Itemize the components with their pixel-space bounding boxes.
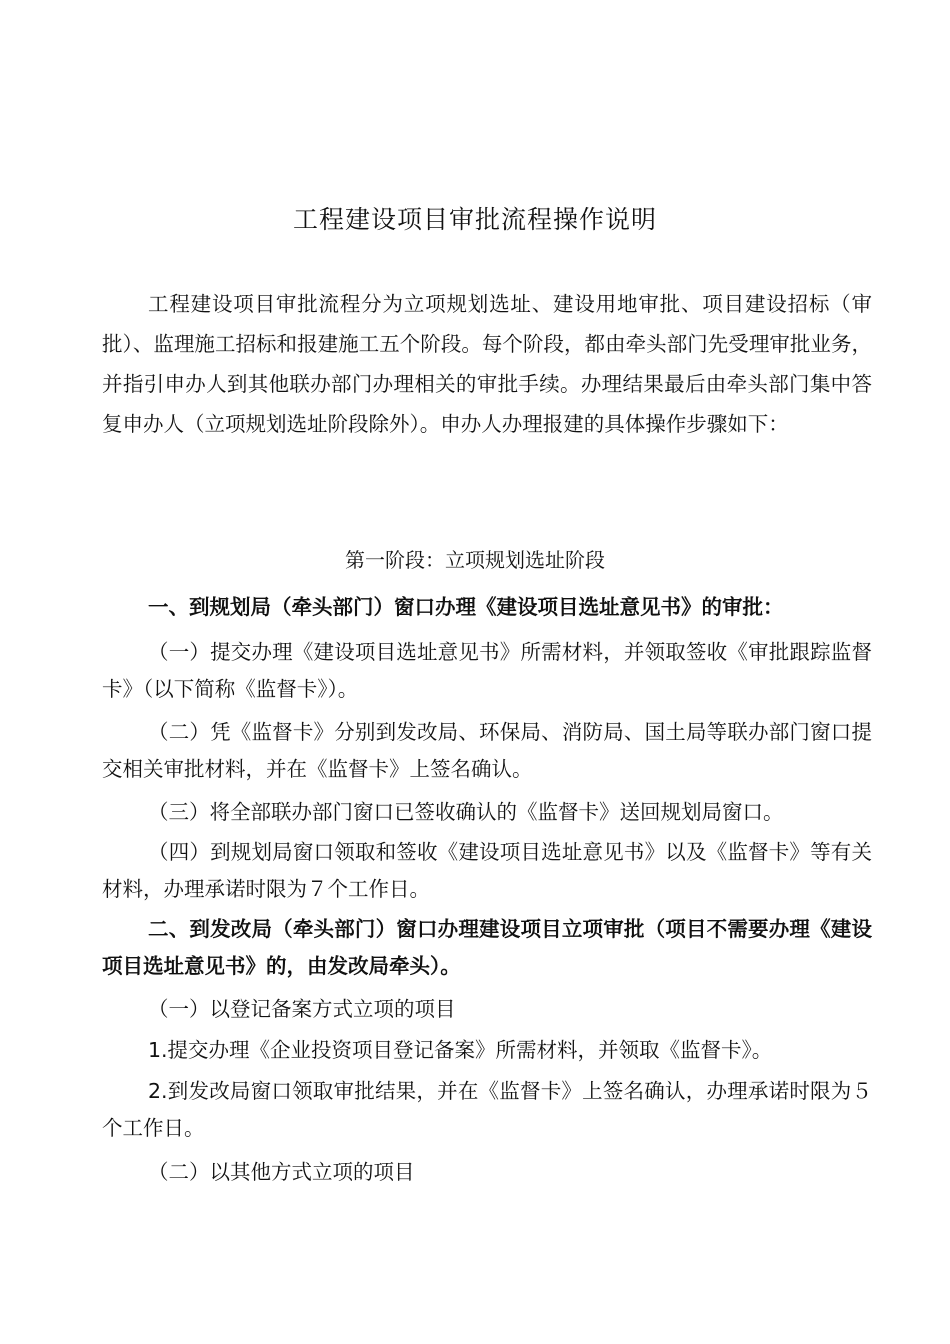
- section1-item-1: （一）提交办理《建设项目选址意见书》所需材料，并领取签收《审批跟踪监督卡》（以下简称《监督卡》）。: [102, 640, 872, 701]
- section2-subheading-1: （一）以登记备案方式立项的项目: [148, 997, 456, 1021]
- section2-step-2: 2.到发改局窗口领取审批结果，并在《监督卡》上签名确认，办理承诺时限为５个工作日。: [102, 1079, 872, 1140]
- section1-heading: 一、到规划局（牵头部门）窗口办理《建设项目选址意见书》的审批：: [148, 595, 784, 619]
- stage-heading: 第一阶段：立项规划选址阶段: [345, 548, 605, 572]
- section1-item-4: （四）到规划局窗口领取和签收《建设项目选址意见书》以及《监督卡》等有关材料，办理承诺时限为７个工作日。: [102, 840, 872, 901]
- section2-subheading-2: （二）以其他方式立项的项目: [148, 1160, 415, 1184]
- section1-item-2: （二）凭《监督卡》分别到发改局、环保局、消防局、国土局等联办部门窗口提交相关审批材料，并在《监督卡》上签名确认。: [102, 720, 872, 781]
- intro-paragraph: 工程建设项目审批流程分为立项规划选址、建设用地审批、项目建设招标（审批）、监理施工招标和报建施工五个阶段。每个阶段，都由牵头部门先受理审批业务，并指引申办人到其他联办部门办理相关的审批手续。办理结果最后由牵头部门集中答复申办人（立项规划选址阶段除外）。申办人办理报建的具体操作步骤如下：: [102, 292, 872, 436]
- section1-item-3: （三）将全部联办部门窗口已签收确认的《监督卡》送回规划局窗口。: [148, 800, 784, 824]
- section2-step-1: 1.提交办理《企业投资项目登记备案》所需材料，并领取《监督卡》。: [148, 1038, 773, 1062]
- section2-heading: 二、到发改局（牵头部门）窗口办理建设项目立项审批（项目不需要办理《建设项目选址意见书》的，由发改局牵头）。: [102, 917, 872, 978]
- document-title: 工程建设项目审批流程操作说明: [292, 205, 657, 234]
